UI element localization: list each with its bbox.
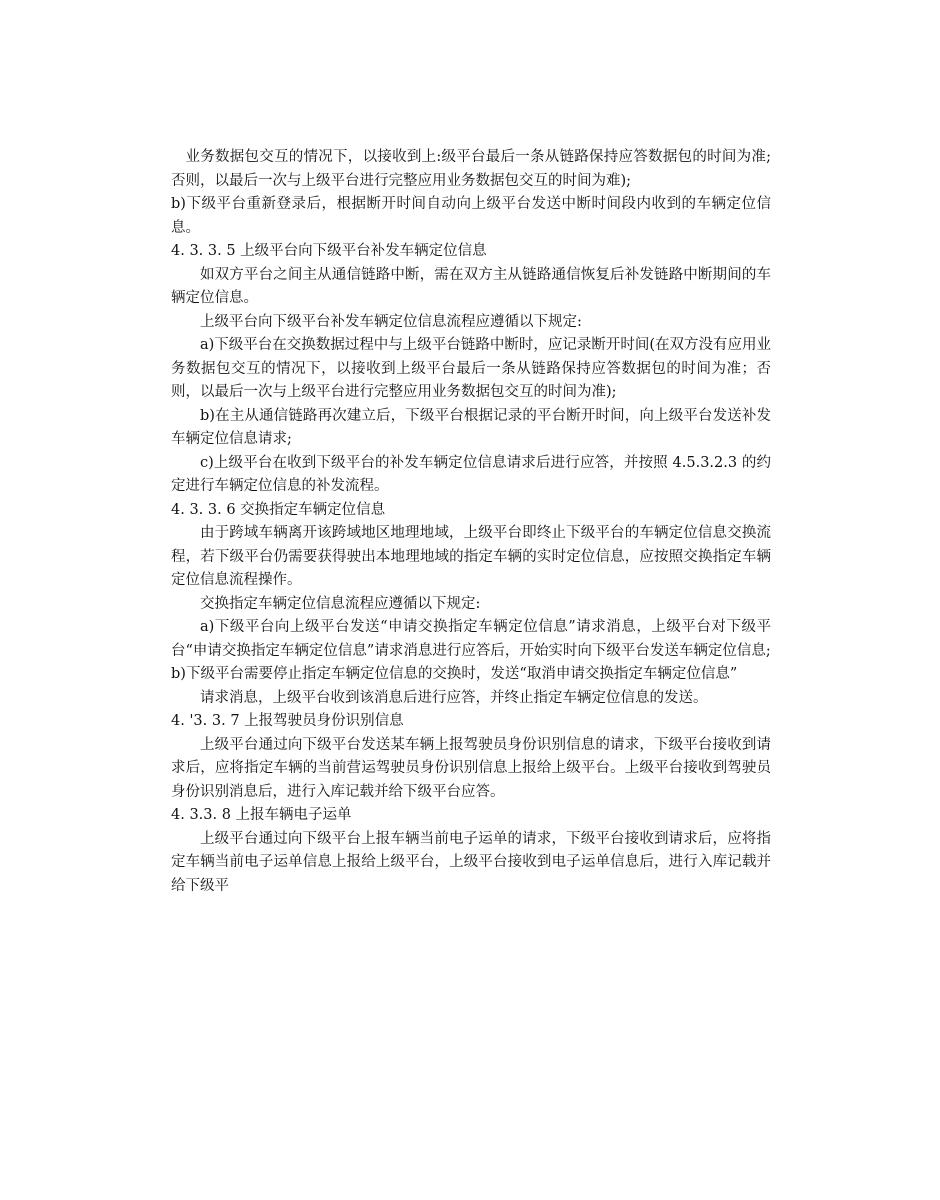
- list-item-a: a)下级平台向上级平台发送“申请交换指定车辆定位信息”请求消息，上级平台对下级平台“申请交换指定车辆定位信息”请求消息进行应答后，开始实时向下级平台发送车辆定位信息;: [171, 619, 771, 659]
- document-body: [171, 146, 771, 898]
- list-item-b: b)在主从通信链路再次建立后，下级平台根据记录的平台断开时间，向上级平台发送补发车辆定位信息请求;: [171, 407, 771, 447]
- paragraph: 上级平台向下级平台补发车辆定位信息流程应遵循以下规定:: [200, 313, 582, 330]
- section-heading-4-3-3-7: 4. '3. 3. 7 上报驾驶员身份识别信息: [171, 713, 404, 729]
- list-item-c: c)上级平台在收到下级平台的补发车辆定位信息请求后进行应答，并按照 4.5.3.2.3 的约定进行车辆定位信息的补发流程。: [171, 454, 771, 494]
- paragraph: 如双方平台之间主从通信链路中断，需在双方主从链路通信恢复后补发链路中断期间的车辆定位信息。: [171, 266, 771, 306]
- list-item-b: b)下级平台重新登录后，根据断开时间自动向上级平台发送中断时间段内收到的车辆定位信息。: [171, 196, 771, 236]
- section-heading-4-3-3-6: 4. 3. 3. 6 交换指定车辆定位信息: [171, 501, 386, 518]
- section-heading-4-3-3-8: 4. 3.3. 8 上报车辆电子运单: [171, 807, 352, 823]
- list-item-b: b)下级平台需要停止指定车辆定位信息的交换时，发送“取消申请交换指定车辆定位信息”: [171, 666, 738, 682]
- list-item-a: a)下级平台在交换数据过程中与上级平台链路中断时，应记录断开时间(在双方没有应用业务数据包交互的情况下，以接收到上级平台最后一条从链路保持应答数据包的时间为准；否则，以最后一次与上级平台进行完整应用业务数据包交互的时间为准);: [171, 337, 771, 400]
- section-heading-4-3-3-5: 4. 3. 3. 5 上级平台向下级平台补发车辆定位信息: [171, 243, 487, 259]
- paragraph: 由于跨域车辆离开该跨域地区地理地域，上级平台即终止下级平台的车辆定位信息交换流程，若下级平台仍需要获得驶出本地理地域的指定车辆的实时定位信息，应按照交换指定车辆定位信息流程操作。: [171, 525, 771, 588]
- paragraph: 上级平台通过向下级平台上报车辆当前电子运单的请求，下级平台接收到请求后，应将指定车辆当前电子运单信息上报给上级平台，上级平台接收到电子运单信息后，进行入库记载并给下级平: [171, 830, 771, 894]
- paragraph: 上级平台通过向下级平台发送某车辆上报驾驶员身份识别信息的请求，下级平台接收到请求后，应将指定车辆的当前营运驾驶员身份识别信息上报给上级平台。上级平台接收到驾驶员身份识别消息后，进行入库记载并给下级平台应答。: [171, 736, 771, 800]
- paragraph: 交换指定车辆定位信息流程应遵循以下规定:: [200, 595, 481, 612]
- paragraph: 请求消息，上级平台收到该消息后进行应答，并终止指定车辆定位信息的发送。: [200, 689, 708, 706]
- paragraph: 业务数据包交互的情况下，以接收到上:级平台最后一条从链路保持应答数据包的时间为准;否则，以最后一次与上级平台进行完整应用业务数据包交互的时间为难);: [171, 149, 771, 189]
